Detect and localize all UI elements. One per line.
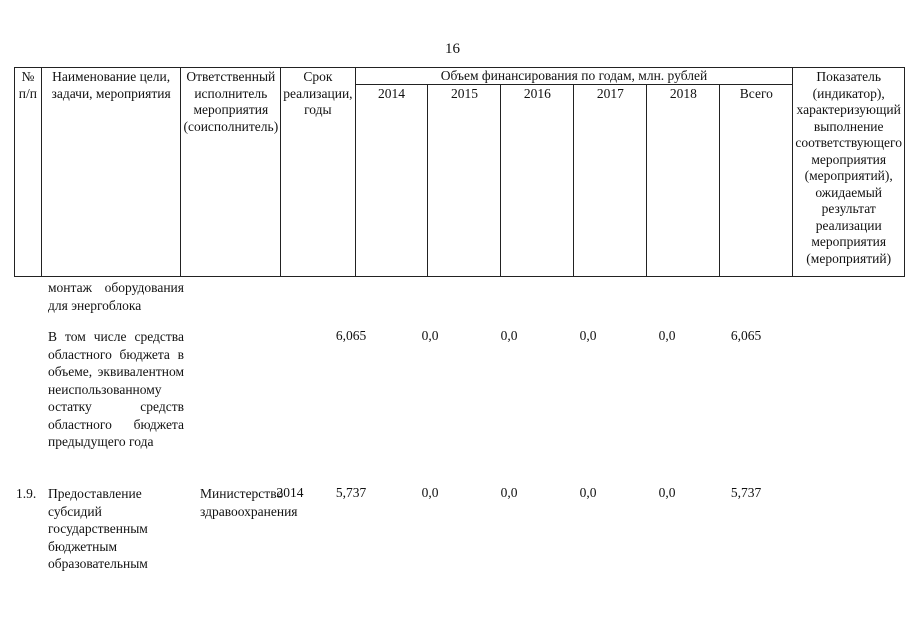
row-2-name: Предоставление субсидий государственным бюджетным образовательным (48, 486, 148, 571)
row-2-no: 1.9. (16, 486, 37, 501)
header-year-2018: 2018 (647, 85, 720, 277)
row-0-name: монтаж оборудования для энергоблока (48, 280, 184, 313)
row-1-value-2016: 0,0 (500, 328, 518, 343)
header-responsible: Ответственный исполнитель мероприятия (соисполнитель) (181, 68, 281, 277)
header-no: № п/п (15, 68, 42, 277)
header-year-2016: 2016 (501, 85, 574, 277)
header-year-2014: 2014 (355, 85, 428, 277)
row-2-responsible: Министерство здравоохранения (200, 486, 298, 519)
row-1-value-2015: 0,0 (421, 328, 439, 343)
header-year-total: Всего (720, 85, 793, 277)
row-1-name: В том числе средства областного бюджета в объеме, эквивалентном неиспользованному остатку средств областного бюджета предыдущего года (48, 329, 184, 449)
row-2-term: 2014 (276, 485, 304, 500)
financing-table-header (14, 67, 905, 277)
row-1-value-2017: 0,0 (579, 328, 597, 343)
row-1-value-total: 6,065 (730, 328, 762, 343)
page-number: 16 (445, 41, 460, 57)
row-2-value-total: 5,737 (730, 485, 762, 500)
row-1-value-2018: 0,0 (658, 328, 676, 343)
header-indicator: Показатель (индикатор), характеризующий выполнение соответствующего мероприятия (мероприятий), ожидаемый результат реализации мероприятия (мероприятий) (793, 68, 905, 277)
row-2-value-2015: 0,0 (421, 485, 439, 500)
header-name: Наименование цели, задачи, мероприятия (41, 68, 181, 277)
row-2-value-2018: 0,0 (658, 485, 676, 500)
header-financing: Объем финансирования по годам, млн. рублей (355, 68, 793, 85)
header-year-2015: 2015 (428, 85, 501, 277)
row-2-value-2014: 5,737 (335, 485, 367, 500)
header-year-2017: 2017 (574, 85, 647, 277)
row-2-value-2017: 0,0 (579, 485, 597, 500)
row-1-value-2014: 6,065 (335, 328, 367, 343)
header-term: Срок реализации, годы (281, 68, 355, 277)
row-2-value-2016: 0,0 (500, 485, 518, 500)
